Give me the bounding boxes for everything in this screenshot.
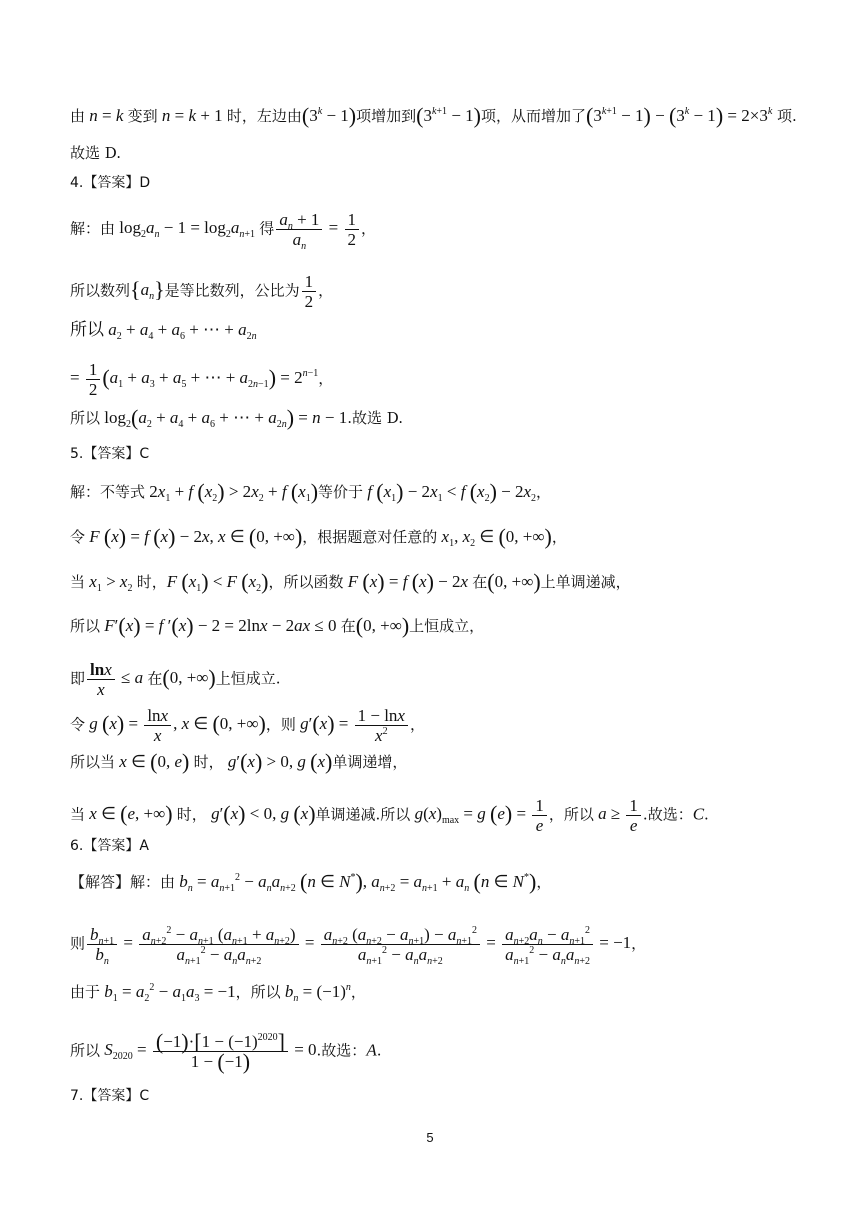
- text-line: = $\frac{1}{2}$ ($a_1 + a_3 + a_5$ + ⋯ + $a_{2n-1}) = 2^{n-1}$，: [70, 360, 334, 399]
- text-line: 即 $\frac{\ln x}{x}$ ≤ a 在(0, +∞)上恒成立.: [70, 660, 281, 699]
- answer-heading: 4.【答案】D: [70, 175, 151, 191]
- answer-heading: 5.【答案】C: [70, 446, 150, 462]
- answer-heading: 7.【答案】C: [70, 1088, 150, 1104]
- text-line: 当 $x_1 > x_2$ 时，F $(x_1) < F$ $(x_2)$，所以函数 F (x) = f (x) − 2x 在(0, +∞)上单调递减，: [70, 569, 631, 594]
- page-number: 5: [426, 1130, 434, 1145]
- text-line: 由 n = k 变到 n = k + 1 时，左边由$(3^k - 1)$项增加到$(3^{k+1} - 1)$项，从而增加了$(3^{k+1} - 1) - (3^k - 1) = 2\times 3^k$ 项.: [70, 103, 797, 128]
- text-line: 【解答】解：由 $b_n = a_{n+1}^2 - a_na_{n+2}$ (n ∈ N*), $a_{n+2} = a_{n+1} + a_n$ (n ∈ N*)，: [70, 869, 552, 894]
- answer-heading: 6.【答案】A: [70, 838, 149, 854]
- text-line: 所以 $S_{2020}$ = $\frac{(-1)\cdot[1 - (-1)^{2020}]}{1 - (-1)}$ = 0.故选：A.: [70, 1029, 382, 1074]
- text-line: 所以 F′(x) = f ′(x) − 2 = 2lnx − 2ax ≤ 0 在(0, +∞)上恒成立，: [70, 613, 485, 638]
- text-line: 所以 $\log_2(a_2 + a_4 + a_6$ + ⋯ + $a_{2n}) = n - 1$.故选 D.: [70, 405, 404, 430]
- text-line: 解：不等式 $2x_1 + f$ $(x_2) > 2x_2 + f$ $(x_1)$等价于 f $(x_1) - 2x_1 < f$ $(x_2) - 2x_2$，: [70, 479, 552, 504]
- text-line: 由于 $b_1 = a_2^2 - a_1a_3 = -1$，所以 $b_n = (-1)^n$，: [70, 982, 366, 1004]
- text-line: 令 g (x) = $\frac{\ln x}{x}$ , x ∈ (0, +∞)，则 g′(x) = $\frac{1 - \ln x}{x^2}$ ，: [70, 706, 425, 745]
- text-line: 所以数列$\{a_n\}$是等比数列，公比为 $\frac{1}{2}$ ，: [70, 272, 334, 311]
- text-line: 故选 D.: [70, 144, 122, 162]
- text-line: 所以当 x ∈ (0, e) 时， g′(x) > 0, g (x)单调递增，: [70, 749, 408, 774]
- text-line: 则 $\frac{b_{n+1}}{b_n}$ = $\frac{a_{n+2}^2 - a_{n+1} (a_{n+1} + a_{n+2})}{a_{n+1}^2 - a_na_{n+2}}$ = $\frac{a_{n+2} (a_{n+2} - a_{n+1}) - a_{n+1}^2}{a_{n+1}^2 - a_na_{n+2}}$ = $\frac{a_{n+2}a_n - a_{n+1}^2}{a_{n+1}^2 - a_na_{n+2}}$ = −1，: [70, 925, 647, 967]
- text-line: 解：由 $\log_2a_n - 1 = \log_2a_{n+1}$ 得 $\frac{a_n + 1}{a_n}$ = $\frac{1}{2}$ ，: [70, 210, 377, 252]
- text-line: 令 F (x) = f (x) − 2x, x ∈ (0, +∞)，根据题意对任意的 $x_1$, $x_2$ ∈ (0, +∞)，: [70, 524, 567, 549]
- text-line: 当 x ∈ (e, +∞) 时， g′(x) < 0, g (x)单调递减.所以 $g(x)_{max} = g$ (e) = $\frac{1}{e}$ ，所以 a ≥ $\frac{1}{e}$ .故选：C.: [70, 796, 709, 835]
- text-line: 所以 $a_2 + a_4 + a_6$ + ⋯ + $a_{2n}$: [70, 320, 257, 342]
